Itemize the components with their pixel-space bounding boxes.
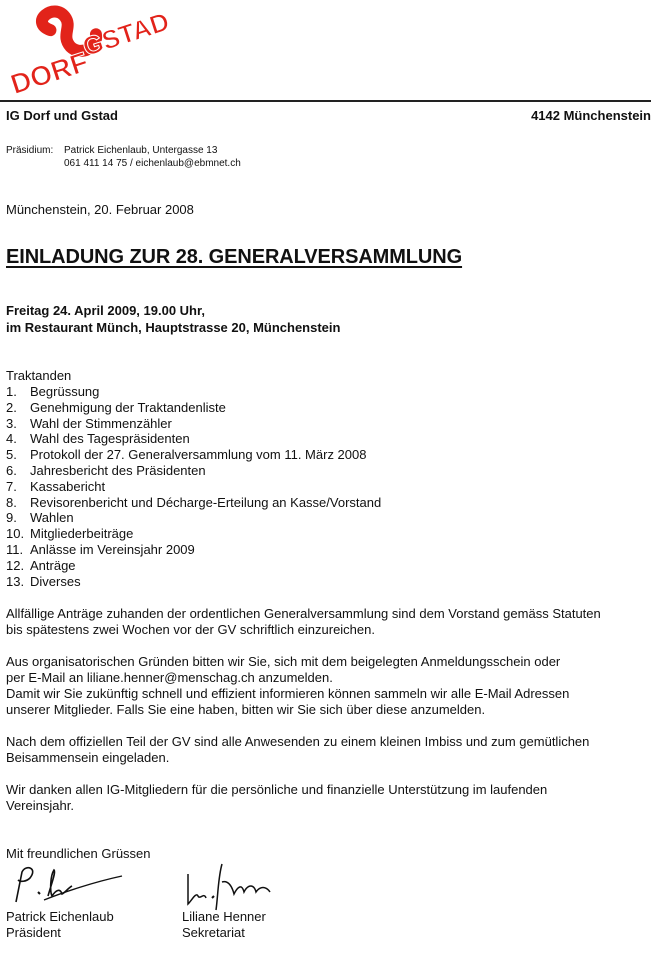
signatory-eichenlaub [6,909,114,941]
agenda-item [6,542,195,558]
header-divider [0,100,651,102]
agenda-item-text: Jahresbericht des Präsidenten [30,463,206,478]
agenda-item [6,447,366,463]
org-city: 4142 Münchenstein [531,108,651,123]
paragraph-motions [6,606,651,638]
agenda-item [6,384,99,400]
paragraph-line: Vereinsjahr. [6,798,74,813]
agenda-item-text: Anlässe im Vereinsjahr 2009 [30,542,195,557]
agenda-item-number: 9. [6,510,17,526]
agenda-item-number: 13. [6,573,25,589]
agenda-item-number: 7. [6,478,17,494]
agenda-item-text: Genehmigung der Traktandenliste [30,399,226,415]
paragraph-line: Nach dem offiziellen Teil der GV sind alle Anwesenden zu einem kleinen Imbiss und zum gemütlichen [6,734,590,749]
letter-date: Münchenstein, 20. Februar 2008 [6,202,194,217]
signature-henner [178,862,278,912]
agenda-item-text: Mitgliederbeiträge [30,526,134,542]
agenda-item-number: 5. [6,447,17,463]
presidium-label: Präsidium: [6,145,54,156]
presidium-address: Patrick Eichenlaub, Untergasse 13 [64,145,218,156]
signatory-henner [182,909,266,941]
letter-title: EINLADUNG ZUR 28. GENERALVERSAMMLUNG [6,246,463,268]
paragraph-registration [6,654,651,718]
agenda-item-text: Protokoll der 27. Generalversammlung vom 11. März 2008 [30,447,367,463]
paragraph-line: bis spätestens zwei Wochen vor der GV schriftlich einzureichen. [6,622,375,637]
paragraph-snack [6,734,651,766]
signatory-role: Sekretariat [182,925,245,940]
presidium-contact: 061 411 14 75 / eichenlaub@ebmnet.ch [64,158,241,169]
agenda-item-text: Wahlen [30,510,74,526]
agenda-item-number: 8. [6,494,17,510]
paragraph-line: unserer Mitglieder. Falls Sie eine haben, bitten wir Sie sich über diese anzumelden. [6,702,486,717]
paragraph-line: Damit wir Sie zukünftig schnell und effizient informieren können sammeln wir alle E-Mail Adressen [6,686,570,701]
agenda-item [6,574,81,590]
paragraph-line: Allfällige Anträge zuhanden der ordentlichen Generalversammlung sind dem Vorstand gemäss Statuten [6,606,601,621]
agenda-item-text: Wahl der Stimmenzähler [30,415,172,431]
paragraph-line: per E-Mail an liliane.henner@menschag.ch anzumelden. [6,670,333,685]
agenda-item [6,526,133,542]
agenda-item-text: Wahl des Tagespräsidenten [30,431,190,447]
meeting-location: im Restaurant Münch, Hauptstrasse 20, Münchenstein [6,320,341,335]
paragraph-line: Wir danken allen IG-Mitgliedern für die persönliche und finanzielle Unterstützung im laufenden [6,782,548,797]
agenda-item [6,416,172,432]
agenda-item-text: Begrüssung [30,384,100,399]
agenda-item-number: 4. [6,431,17,447]
agenda-item-text: Anträge [30,557,76,573]
closing-greeting: Mit freundlichen Grüssen [6,846,151,861]
svg-text:GSTAD: GSTAD [78,6,173,63]
agenda-item-number: 1. [6,384,17,399]
signature-eichenlaub [4,862,124,910]
agenda-item [6,400,226,416]
signatory-name: Liliane Henner [182,909,266,924]
svg-text:DORF: DORF [6,46,92,101]
agenda-item [6,479,105,495]
paragraph-thanks [6,782,651,814]
dorf-gstad-logo [0,0,173,101]
signatory-name: Patrick Eichenlaub [6,909,114,924]
agenda-item-number: 6. [6,463,17,478]
agenda-item-number: 10. [6,526,25,542]
agenda-item-text: Kassabericht [30,478,106,494]
org-name: IG Dorf und Gstad [6,108,118,123]
paragraph-line: Beisammensein eingeladen. [6,750,170,765]
agenda-item-text: Diverses [30,573,81,589]
meeting-datetime: Freitag 24. April 2009, 19.00 Uhr, [6,303,205,318]
signatory-role: Präsident [6,925,61,940]
agenda-item [6,510,74,526]
paragraph-line: Aus organisatorischen Gründen bitten wir Sie, sich mit dem beigelegten Anmeldungsschein oder [6,654,561,669]
agenda-item-number: 12. [6,557,25,573]
agenda-item-number: 11. [6,542,24,557]
agenda-item [6,431,190,447]
agenda-item-number: 3. [6,415,17,431]
agenda-item [6,463,206,479]
agenda-item [6,495,381,511]
agenda-heading: Traktanden [6,368,72,383]
agenda-item-text: Revisorenbericht und Décharge-Erteilung an Kasse/Vorstand [30,494,382,510]
agenda-item [6,558,76,574]
agenda-item-number: 2. [6,399,17,415]
